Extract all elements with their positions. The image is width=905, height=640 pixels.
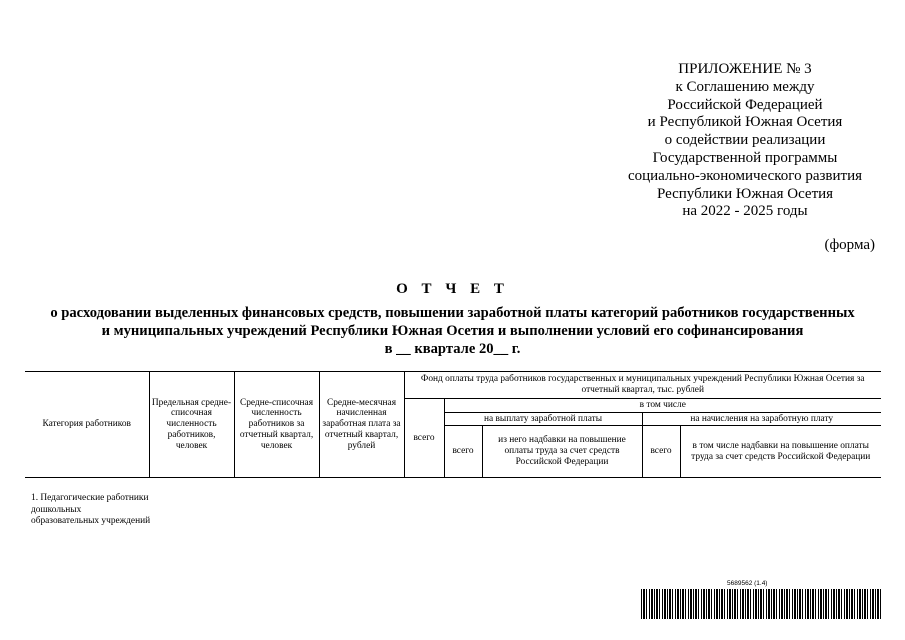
annex-line: о содействии реализации (664, 132, 826, 149)
annex-line: Государственной программы (652, 149, 838, 166)
annex-line: социально-экономического развития (627, 167, 863, 184)
payment-bonus-header: из него надбавки на повышение оплаты труда за счет средств Российской Федерации (482, 426, 642, 478)
barcode-number: 5689562 (1.4) (727, 580, 768, 587)
table-row: 1. Педагогические работники дошкольных образовательных учреждений (31, 493, 151, 526)
subtitle-line: о расходовании выделенных финансовых средств, повышении заработной платы категорий работников государственных (50, 305, 855, 321)
fund-total-header: всего (404, 399, 444, 478)
barcode-bars (641, 589, 881, 619)
col-avg-salary-header: Средне-месячная начисленная заработная плата за отчетный квартал, рублей (319, 372, 404, 478)
annex-heading (600, 61, 890, 221)
annex-line: на 2022 - 2025 годы (682, 203, 808, 220)
accrual-total-header: всего (642, 426, 680, 478)
report-table (25, 371, 881, 478)
payment-total-header: всего (444, 426, 482, 478)
annex-line: к Соглашению между (675, 78, 815, 95)
annex-line: Российской Федерацией (667, 96, 823, 113)
subtitle-line: в __ квартале 20__ г. (384, 341, 521, 357)
report-subtitle (0, 304, 905, 358)
barcode (641, 580, 881, 630)
annex-line: Республики Южная Осетия (656, 185, 834, 202)
annex-line: ПРИЛОЖЕНИЕ № 3 (678, 61, 812, 77)
accrual-bonus-header: в том числе надбавки на повышение оплаты труда за счет средств Российской Федерации (680, 426, 881, 478)
annex-line: и Республикой Южная Осетия (647, 114, 843, 131)
subtitle-line: и муниципальных учреждений Республики Южная Осетия и выполнении условий его софинансирования (101, 323, 804, 339)
col-avg-count-header: Средне-списочная численность работников за отчетный квартал, человек (234, 372, 319, 478)
including-header: в том числе (444, 399, 881, 413)
form-label: (форма) (824, 237, 875, 253)
report-title: О Т Ч Е Т (396, 281, 509, 297)
salary-accruals-header: на начисления на заработную плату (642, 413, 881, 426)
fund-header: Фонд оплаты труда работников государственных и муниципальных учреждений Республики Южная Осетия за отчетный квартал, тыс. рублей (404, 372, 881, 399)
salary-payment-header: на выплату заработной платы (444, 413, 642, 426)
col-category-header: Категория работников (25, 372, 149, 478)
col-limit-header: Предельная средне-списочная численность работников, человек (149, 372, 234, 478)
